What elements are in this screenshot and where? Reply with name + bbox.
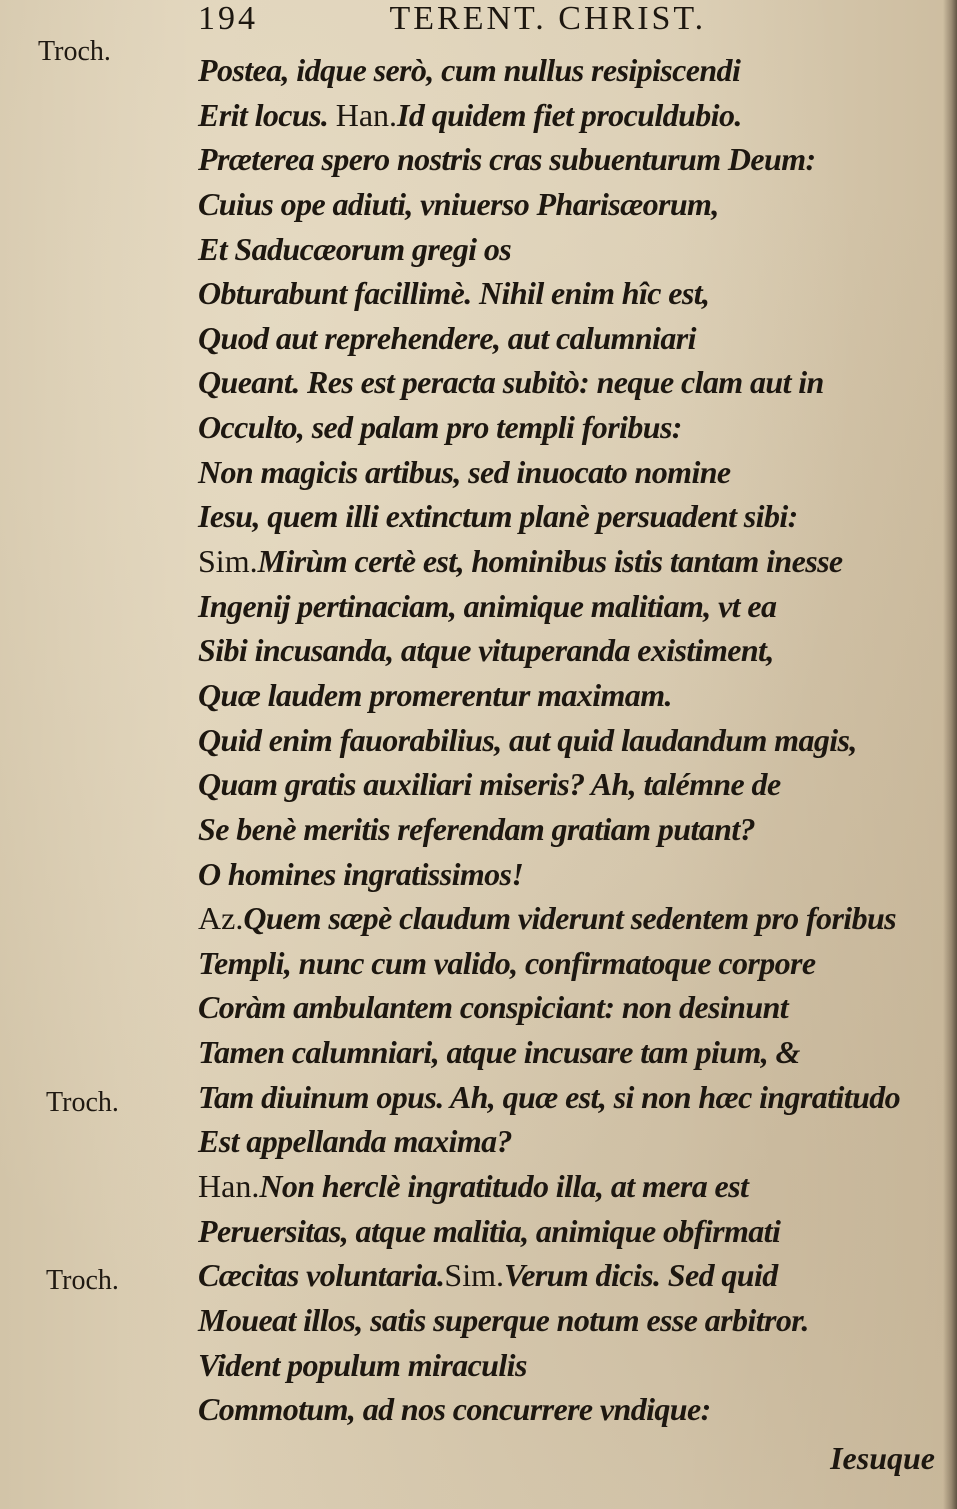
verse-line: Quam gratis auxiliari miseris? Ah, talémne de bbox=[198, 766, 781, 803]
speaker-label: Han. bbox=[335, 96, 398, 133]
verse-line: Quod aut reprehendere, aut calumniari bbox=[198, 319, 696, 356]
verse-text bbox=[198, 48, 900, 1432]
speaker-label: Han. bbox=[198, 1168, 260, 1205]
verse-line: Sibi incusanda, atque vituperanda existiment, bbox=[198, 632, 774, 669]
page-header bbox=[198, 0, 838, 38]
verse-line: Tamen calumniari, atque incusare tam pium, & bbox=[198, 1034, 800, 1071]
verse-line: Et Saducæorum gregi os bbox=[198, 230, 512, 267]
verse-line: Cuius ope adiuti, vniuerso Pharisæorum, bbox=[198, 185, 719, 222]
verse-line: Az.Quem sæpè claudum viderunt sedentem pro foribus bbox=[198, 900, 897, 937]
running-title: TERENT. CHRIST. bbox=[389, 0, 707, 37]
verse-line: Queant. Res est peracta subitò: neque clam aut in bbox=[198, 364, 824, 401]
verse-line: Postea, idque serò, cum nullus resipiscendi bbox=[198, 52, 741, 88]
page-number: 194 bbox=[198, 0, 258, 37]
verse-line: Iesu, quem illi extinctum planè persuadent sibi: bbox=[198, 498, 798, 535]
speaker-label: Az. bbox=[198, 900, 244, 937]
margin-note-meter: Troch. bbox=[46, 1087, 119, 1118]
verse-line: Commotum, ad nos concurrere vndique: bbox=[198, 1391, 711, 1428]
page-gutter-shadow bbox=[943, 0, 957, 1509]
inline-speech: Verum dicis. Sed quid bbox=[504, 1257, 778, 1294]
verse-line: Erit locus. Han.Id quidem fiet proculdubio. bbox=[198, 96, 742, 133]
verse-line: Quid enim fauorabilius, aut quid laudandum magis, bbox=[198, 721, 857, 758]
speaker-label: Sim. bbox=[198, 543, 258, 580]
verse-line: O homines ingratissimos! bbox=[198, 855, 524, 892]
verse-line: Han.Non herclè ingratitudo illa, at mera est bbox=[198, 1168, 749, 1205]
verse-line: Coràm ambulantem conspiciant: non desinunt bbox=[198, 989, 789, 1026]
verse-line: Est appellanda maxima? bbox=[198, 1123, 512, 1160]
verse-line: Sim.Mirùm certè est, hominibus istis tantam inesse bbox=[198, 543, 843, 580]
verse-line: Quæ laudem promerentur maximam. bbox=[198, 676, 672, 713]
verse-line: Peruersitas, atque malitia, animique obfirmati bbox=[198, 1212, 781, 1249]
inline-speech: Id quidem fiet proculdubio. bbox=[397, 96, 742, 133]
verse-line: Cæcitas voluntaria.Sim.Verum dicis. Sed quid bbox=[198, 1257, 778, 1294]
verse-line: Ingenij pertinaciam, animique malitiam, vt ea bbox=[198, 587, 777, 624]
catchword: Iesuque bbox=[830, 1440, 935, 1476]
margin-note-meter: Troch. bbox=[38, 36, 111, 67]
margin-note-meter: Troch. bbox=[46, 1265, 119, 1296]
verse-line: Obturabunt facillimè. Nihil enim hîc est, bbox=[198, 275, 710, 312]
verse-line: Se benè meritis referendam gratiam putant? bbox=[198, 810, 756, 847]
verse-line: Tam diuinum opus. Ah, quæ est, si non hæc ingratitudo bbox=[198, 1078, 901, 1115]
verse-line: Occulto, sed palam pro templi foribus: bbox=[198, 409, 682, 446]
verse-line: Moueat illos, satis superque notum esse arbitror. bbox=[198, 1301, 809, 1338]
verse-line: Templi, nunc cum valido, confirmatoque corpore bbox=[198, 944, 816, 981]
speaker-label: Sim. bbox=[444, 1257, 504, 1294]
verse-line: Præterea spero nostris cras subuenturum Deum: bbox=[198, 141, 816, 178]
verse-line: Non magicis artibus, sed inuocato nomine bbox=[198, 453, 731, 490]
verse-line: Vident populum miraculis bbox=[198, 1346, 527, 1383]
